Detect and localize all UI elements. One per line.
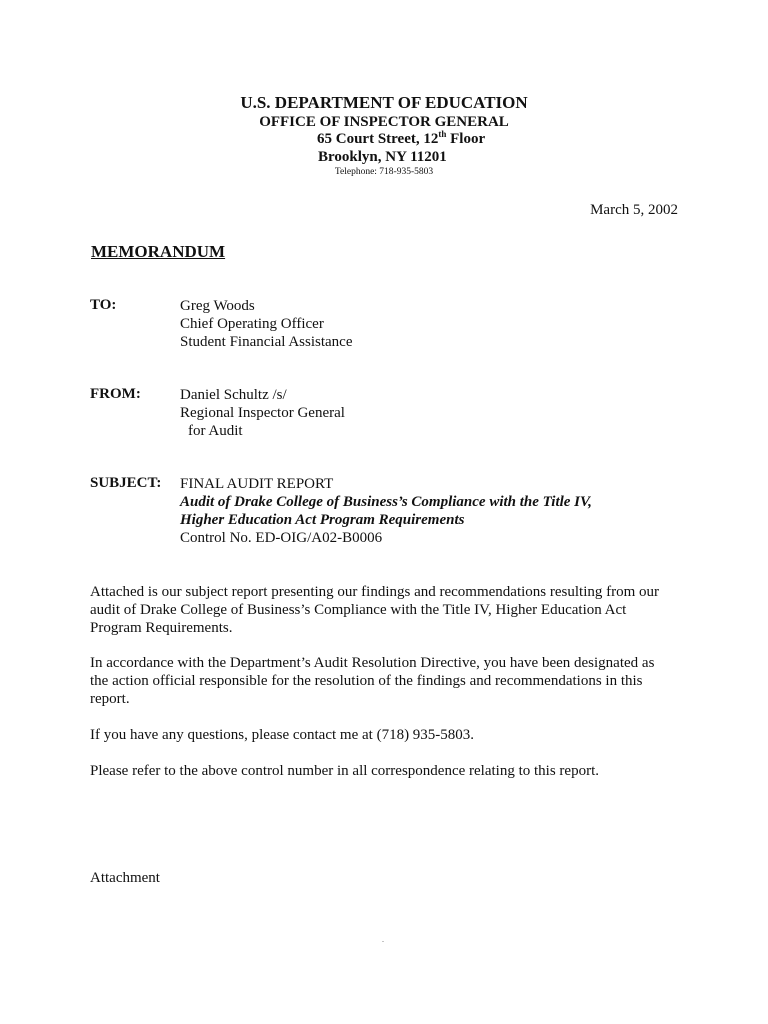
street-ordinal: th [438,129,447,139]
city-address: Brooklyn, NY 11201 [318,149,447,165]
street-prefix: 65 Court Street, 12 [317,131,439,147]
body-paragraph-4 [90,762,680,780]
body-p4-line: Please refer to the above control number in all correspondence relating to this report. [90,763,599,779]
body-p3-line: If you have any questions, please contact me at (718) 935-5803. [90,727,475,743]
street-suffix: Floor [446,131,486,147]
from-name: Daniel Schultz /s/ [180,387,287,403]
body-paragraph-2 [90,654,680,708]
body-p2-line: the action official responsible for the resolution of the findings and recommendations in this [90,673,643,689]
body-p1-line: Attached is our subject report presenting our findings and recommendations resulting from our [90,584,660,600]
from-title-cont: for Audit [188,423,243,439]
to-title: Chief Operating Officer [180,316,324,332]
to-block [180,297,352,351]
office-heading: OFFICE OF INSPECTOR GENERAL [259,114,509,130]
memo-date: March 5, 2002 [590,202,678,218]
from-block [180,386,345,440]
department-heading: U.S. DEPARTMENT OF EDUCATION [240,93,528,112]
telephone-line: Telephone: 718-935-5803 [334,167,434,177]
body-p1-line: audit of Drake College of Business’s Compliance with the Title IV, Higher Education Act [90,602,627,618]
subject-block [180,475,592,547]
to-org: Student Financial Assistance [180,334,353,350]
body-paragraph-3 [90,726,680,744]
subject-italic-2: Higher Education Act Program Requirements [180,512,465,528]
subject-italic-1: Audit of Drake College of Business’s Compliance with the Title IV, [180,494,592,510]
street-address [317,131,485,148]
body-paragraph-1 [90,583,680,637]
attachment-label: Attachment [90,870,160,886]
subject-label: SUBJECT: [90,475,162,491]
to-name: Greg Woods [180,298,255,314]
to-label: TO: [90,297,117,313]
body-p1-line: Program Requirements. [90,620,233,636]
memo-title: MEMORANDUM [91,242,226,261]
subject-line: FINAL AUDIT REPORT [180,476,334,492]
body-p2-line: In accordance with the Department’s Audit Resolution Directive, you have been designated as [90,655,655,671]
subject-control-number: Control No. ED-OIG/A02-B0006 [180,530,383,546]
from-title: Regional Inspector General [180,405,345,421]
body-p2-line: report. [90,691,130,707]
footer-mark: . [382,935,384,944]
from-label: FROM: [90,386,141,402]
attachment-note [90,869,680,887]
